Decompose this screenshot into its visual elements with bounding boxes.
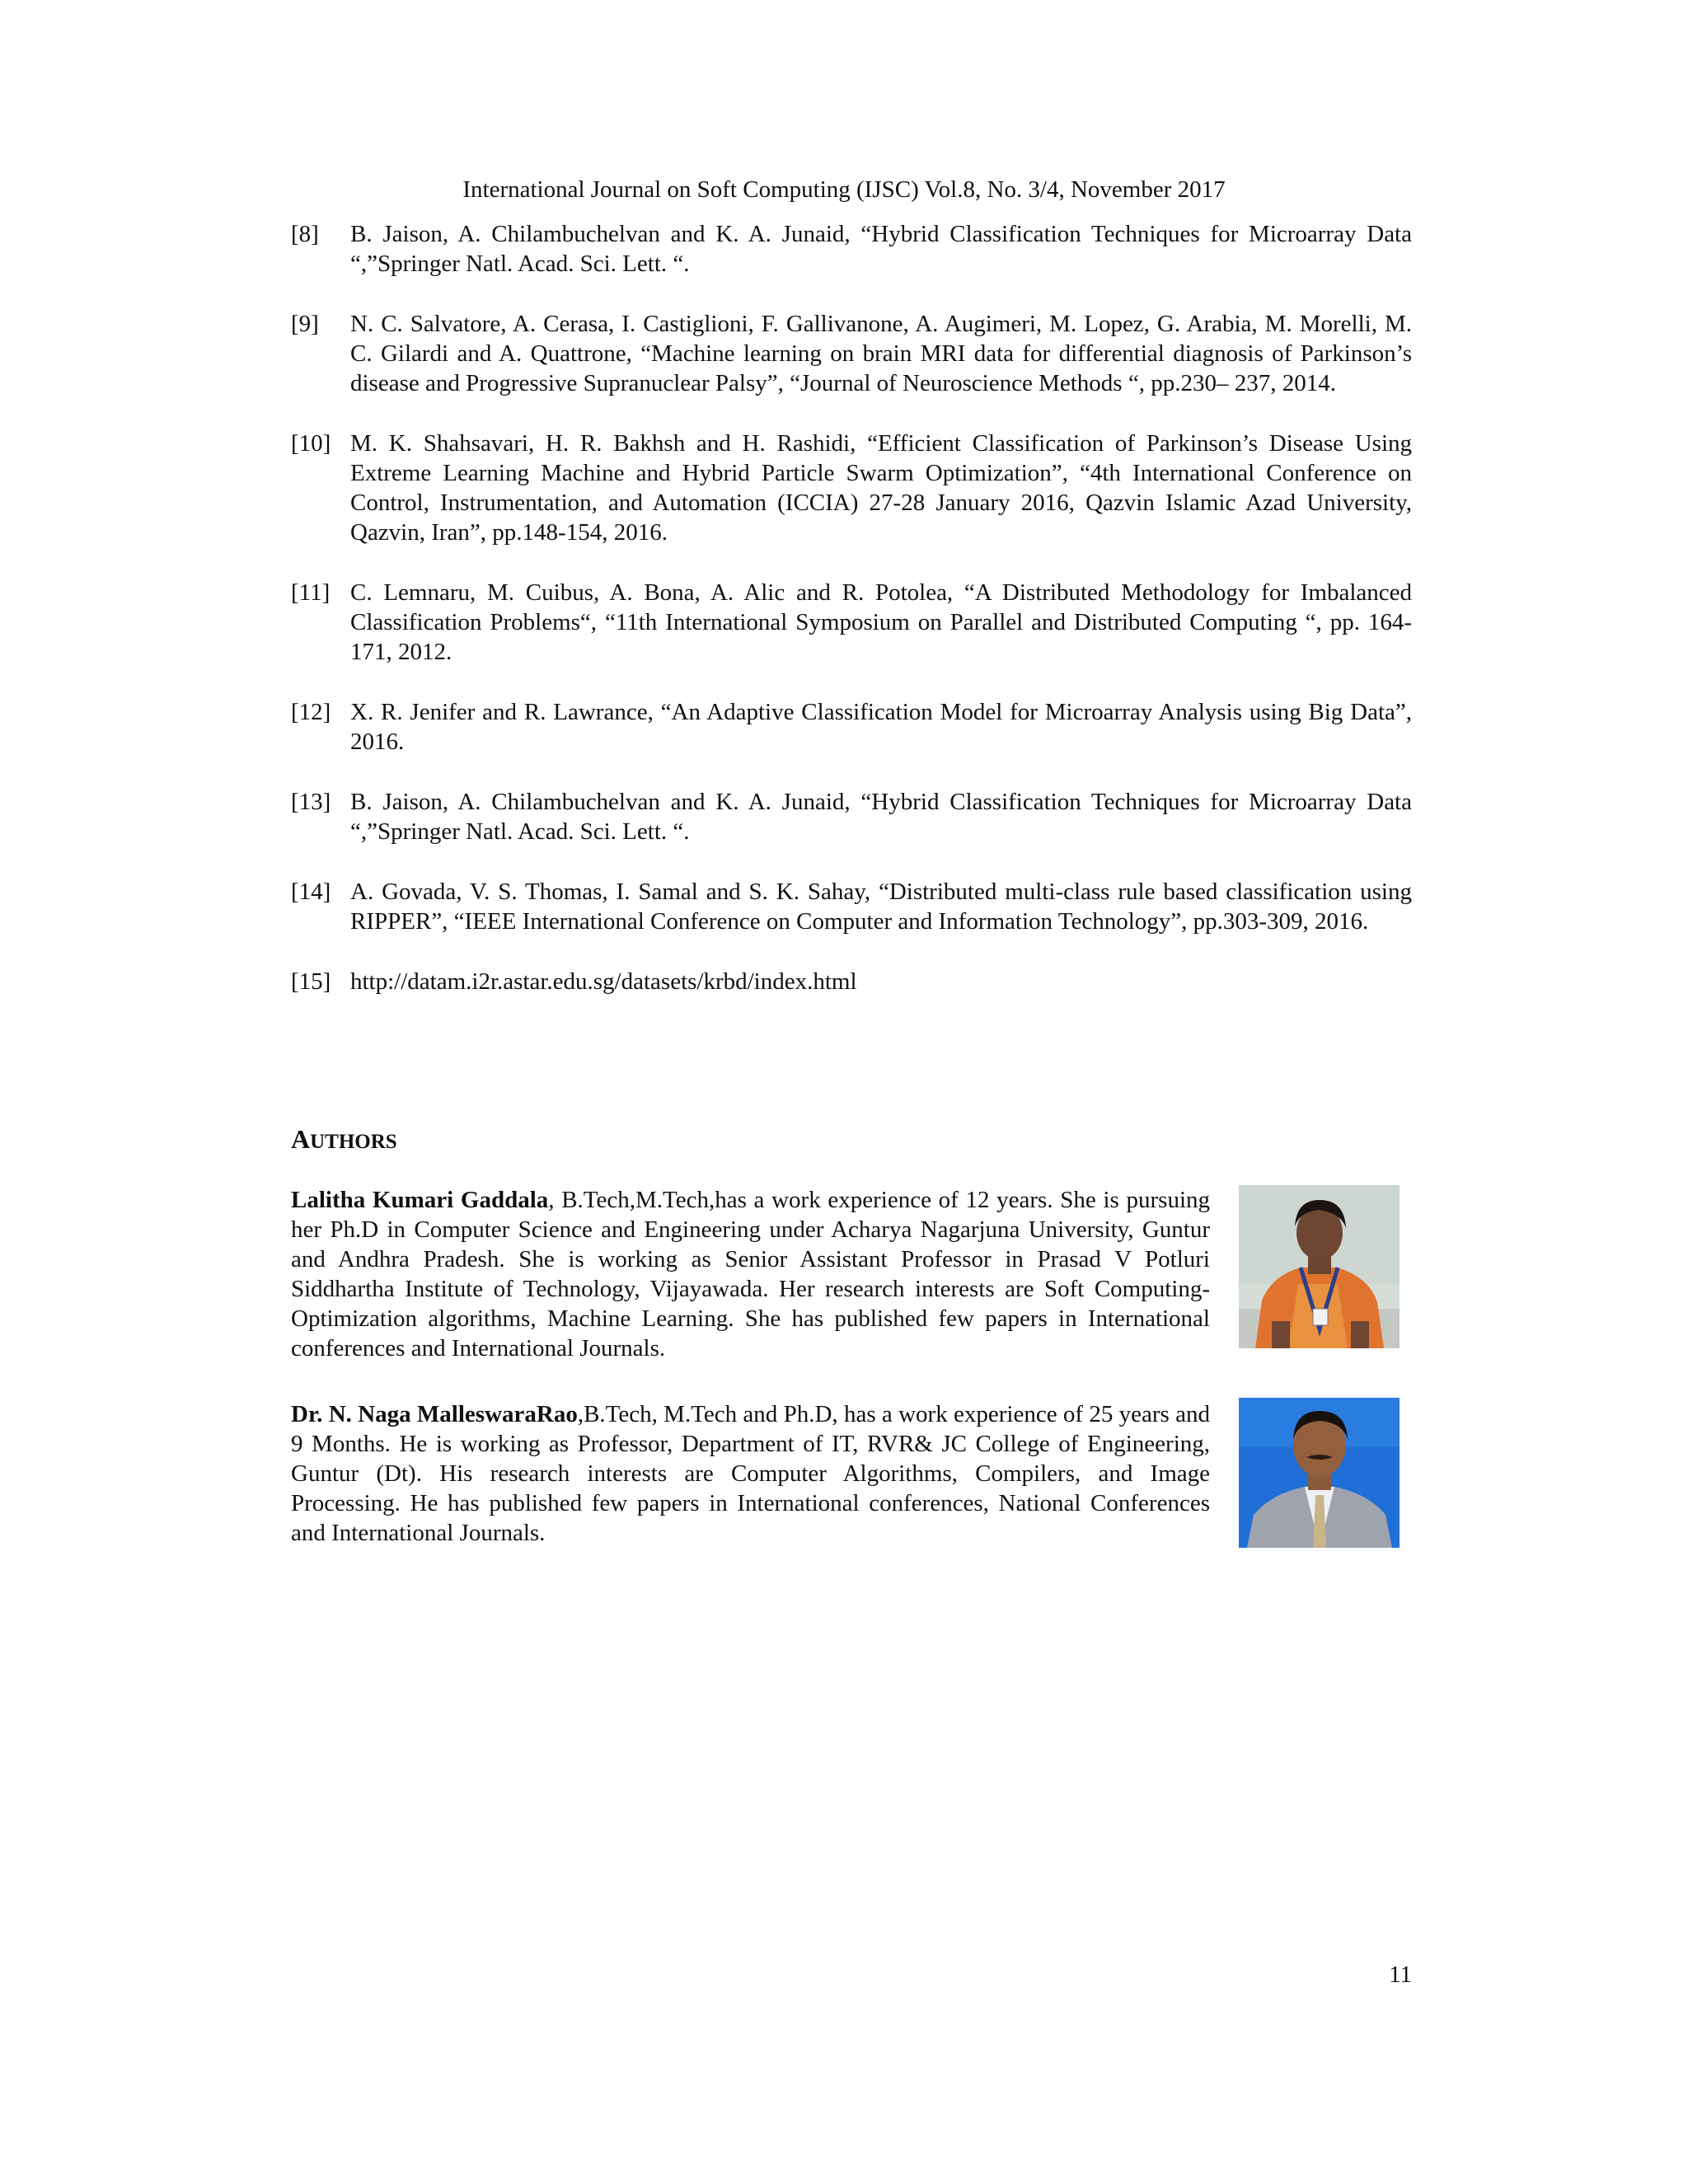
reference-number: [10] xyxy=(291,430,331,457)
author-photo xyxy=(1239,1185,1400,1348)
reference-text: B. Jaison, A. Chilambuchelvan and K. A. Junaid, “Hybrid Classification Techniques for Microarray Data “,”Springer Natl. Acad. Sci. Lett. “. xyxy=(350,789,1412,845)
page-number: 11 xyxy=(1389,1961,1412,1988)
author-bio xyxy=(291,1185,1210,1363)
reference-number: [9] xyxy=(291,311,319,337)
reference-text: B. Jaison, A. Chilambuchelvan and K. A. Junaid, “Hybrid Classification Techniques for Microarray Data “,”Springer Natl. Acad. Sci. Lett. “. xyxy=(350,221,1412,277)
reference-number: [11] xyxy=(291,579,331,606)
reference-item xyxy=(291,787,1412,846)
reference-item xyxy=(291,219,1412,279)
reference-text: http://datam.i2r.astar.edu.sg/datasets/krbd/index.html xyxy=(350,968,857,995)
running-header: International Journal on Soft Computing (IJSC) Vol.8, No. 3/4, November 2017 xyxy=(462,176,1226,203)
author-description: ,B.Tech, M.Tech and Ph.D, has a work experience of 25 years and 9 Months. He is working as Professor, Department of IT, RVR& JC College of Engineering, Guntur (Dt). His research interests are Computer Algorithms, Compilers, and Image Processing. He has published few papers in International conferences, National Conferences and International Journals. xyxy=(291,1401,1210,1546)
reference-text: C. Lemnaru, M. Cuibus, A. Bona, A. Alic and R. Potolea, “A Distributed Methodology for Imbalanced Classification Problems“, “11th International Symposium on Parallel and Distributed Computing “, pp. 164-171, 2012. xyxy=(350,579,1412,665)
reference-text: N. C. Salvatore, A. Cerasa, I. Castiglioni, F. Gallivanone, A. Augimeri, M. Lopez, G. Arabia, M. Morelli, M. C. Gilardi and A. Quattrone, “Machine learning on brain MRI data for differential diagnosis of Parkinson’s disease and Progressive Supranuclear Palsy”, “Journal of Neuroscience Methods “, pp.230– 237, 2014. xyxy=(350,311,1412,396)
author-name: Dr. N. Naga MalleswaraRao xyxy=(291,1401,578,1427)
reference-item xyxy=(291,697,1412,757)
reference-number: [15] xyxy=(291,968,331,995)
reference-number: [12] xyxy=(291,699,331,725)
reference-number: [8] xyxy=(291,221,319,247)
authors-heading xyxy=(291,1122,397,1159)
reference-text: M. K. Shahsavari, H. R. Bakhsh and H. Rashidi, “Efficient Classification of Parkinson’s Disease Using Extreme Learning Machine and Hybrid Particle Swarm Optimization”, “4th International Conference on Control, Instrumentation, and Automation (ICCIA) 27-28 January 2016, Qazvin Islamic Azad University, Qazvin, Iran”, pp.148-154, 2016. xyxy=(350,430,1412,546)
authors-heading-rest: UTHORS xyxy=(310,1131,397,1153)
reference-text: X. R. Jenifer and R. Lawrance, “An Adaptive Classification Model for Microarray Analysis using Big Data”, 2016. xyxy=(350,699,1412,755)
reference-item xyxy=(291,578,1412,667)
reference-number: [13] xyxy=(291,789,331,815)
reference-item xyxy=(291,429,1412,547)
author-description: , B.Tech,M.Tech,has a work experience of 12 years. She is pursuing her Ph.D in Computer Science and Engineering under Acharya Nagarjuna University, Guntur and Andhra Pradesh. She is working as Senior Assistant Professor in Prasad V Potluri Siddhartha Institute of Technology, Vijayawada. Her research interests are Soft Computing-Optimization algorithms, Machine Learning. She has published few papers in International conferences and International Journals. xyxy=(291,1187,1210,1361)
author-photo xyxy=(1239,1398,1400,1548)
reference-item xyxy=(291,967,1412,996)
reference-item xyxy=(291,877,1412,936)
reference-text: A. Govada, V. S. Thomas, I. Samal and S. K. Sahay, “Distributed multi-class rule based classification using RIPPER”, “IEEE International Conference on Computer and Information Technology”, pp.303-309, 2016. xyxy=(350,879,1412,935)
author-bio xyxy=(291,1399,1210,1548)
references-list xyxy=(291,219,1412,1027)
reference-number: [14] xyxy=(291,879,331,905)
authors-heading-initial: A xyxy=(291,1124,311,1154)
author-name: Lalitha Kumari Gaddala xyxy=(291,1187,549,1213)
reference-item xyxy=(291,309,1412,398)
